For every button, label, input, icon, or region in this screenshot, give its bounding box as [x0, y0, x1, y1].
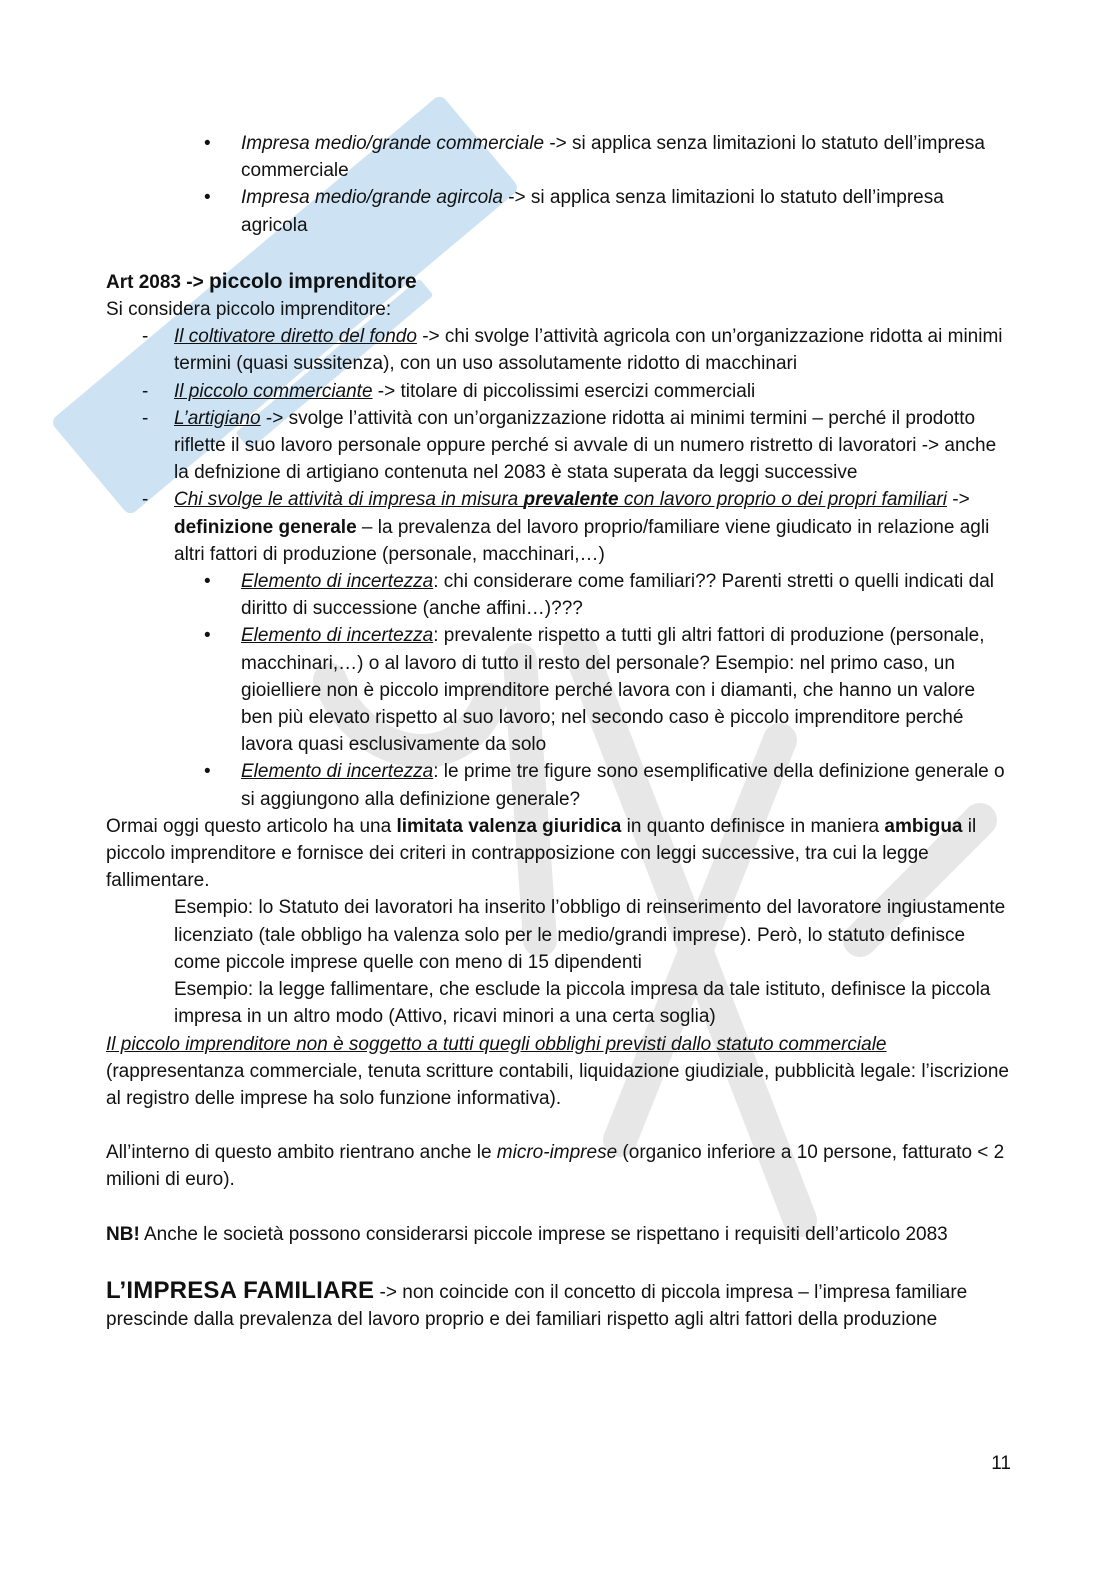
list-item-definizione-generale: - Chi svolge le attività di impresa in misura prevalente con lavoro proprio o dei propri familiari -> definizione generale – la prevalenza del lavoro proprio/familiare viene giudicato in relazione agli altri fattori di produzione (personale, macchinari,…) [106, 486, 1011, 568]
bullet-agricola-term: Impresa medio/grande agircola [241, 187, 503, 209]
list-item-coltivatore: - Il coltivatore diretto del fondo -> chi svolge l’attività agricola con un’organizzazione ridotta ai minimi termini (quasi sussitenza), con un uso assolutamente ridotto di macchinari [106, 323, 1011, 377]
bullet-commerciale-term: Impresa medio/grande commerciale [241, 133, 545, 154]
page-number: 11 [991, 1453, 1011, 1474]
bullet-commerciale: • Impresa medio/grande commerciale -> si applica senza limitazioni lo statuto dell’impresa commerciale [106, 130, 1011, 184]
nb-paragraph: NB! Anche le società possono considerarsi piccole imprese se rispettano i requisiti dell’articolo 2083 [106, 1223, 948, 1245]
incertezza-item-3: • Elemento di incertezza: le prime tre figure sono esemplificative della definizione generale o si aggiungono alla definizione generale? [106, 758, 1011, 812]
micro-imprese-paragraph: All’interno di questo ambito rientrano anche le micro-imprese (organico inferiore a 10 persone, fatturato < 2 milioni di euro). [106, 1142, 1005, 1191]
document-page [106, 130, 1011, 1333]
list-item-artigiano: - L’artigiano -> svolge l’attività con un’organizzazione ridotta ai minimi termini – perché il prodotto riflette il suo lavoro personale oppure perché si avvale di un numero ristretto di lavoratori -> anche la defnizione di artigiano contenuta nel 2083 è stata superata da leggi successive [106, 405, 1011, 487]
valenza-paragraph: Ormai oggi questo articolo ha una limitata valenza giuridica in quanto definisce in maniera ambigua il piccolo imprenditore e fornisce dei criteri in contrapposizione con leggi successive, tra cui la legge fallimentare. [106, 815, 977, 892]
section-impresa-familiare: L’IMPRESA FAMILIARE -> non coincide con il concetto di piccola impresa – l’impresa familiare prescinde dalla prevalenza del lavoro proprio e dei familiari rispetto agli altri fattori della produzione [106, 1276, 968, 1330]
incertezza-item-1: • Elemento di incertezza: chi considerare come familiari?? Parenti stretti o quelli indicati dal diritto di successione (anche affini…)??? [106, 568, 1011, 622]
section-heading-art-2083: Art 2083 -> piccolo imprenditore [106, 269, 417, 293]
incertezza-item-2: • Elemento di incertezza: prevalente rispetto a tutti gli altri fattori di produzione (personale, macchinari,…) o al lavoro di tutto il resto del personale? Esempio: nel primo caso, un gioielliere non è piccolo imprenditore perché lavora con i diamanti, che hanno un valore ben più elevato rispetto al suo lavoro; nel secondo caso è piccolo imprenditore perché lavora quasi esclusivamente da solo [106, 622, 1011, 758]
list-item-commerciante: - Il piccolo commerciante -> titolare di piccolissimi esercizi commerciali [106, 378, 1011, 405]
example-legge-fallimentare: Esempio: la legge fallimentare, che esclude la piccola impresa da tale istituto, definisce la piccola impresa in un altro modo (Attivo, ricavi minori a una certa soglia) [174, 979, 991, 1028]
impresa-familiare-heading: L’IMPRESA FAMILIARE [106, 1276, 375, 1304]
non-soggetto-paragraph: Il piccolo imprenditore non è soggetto a tutti quegli obblighi previsti dallo statuto commerciale (rappresentanza commerciale, tenuta scritture contabili, liquidazione giudiziale, pubblicità legale: l’iscrizione al registro delle imprese ha solo funzione informativa). [106, 1033, 1009, 1109]
example-statuto-lavoratori: Esempio: lo Statuto dei lavoratori ha inserito l’obbligo di reinserimento del lavoratore ingiustamente licenziato (tale obbligo ha valenza solo per le medio/grandi imprese). Però, lo statuto definisce come piccole imprese quelle con meno di 15 dipendenti [174, 897, 1006, 973]
bullet-agricola: • Impresa medio/grande agircola -> si applica senza limitazioni lo statuto dell’impresa agricola [106, 184, 1011, 238]
art-2083-intro: Si considera piccolo imprenditore: [106, 299, 392, 321]
